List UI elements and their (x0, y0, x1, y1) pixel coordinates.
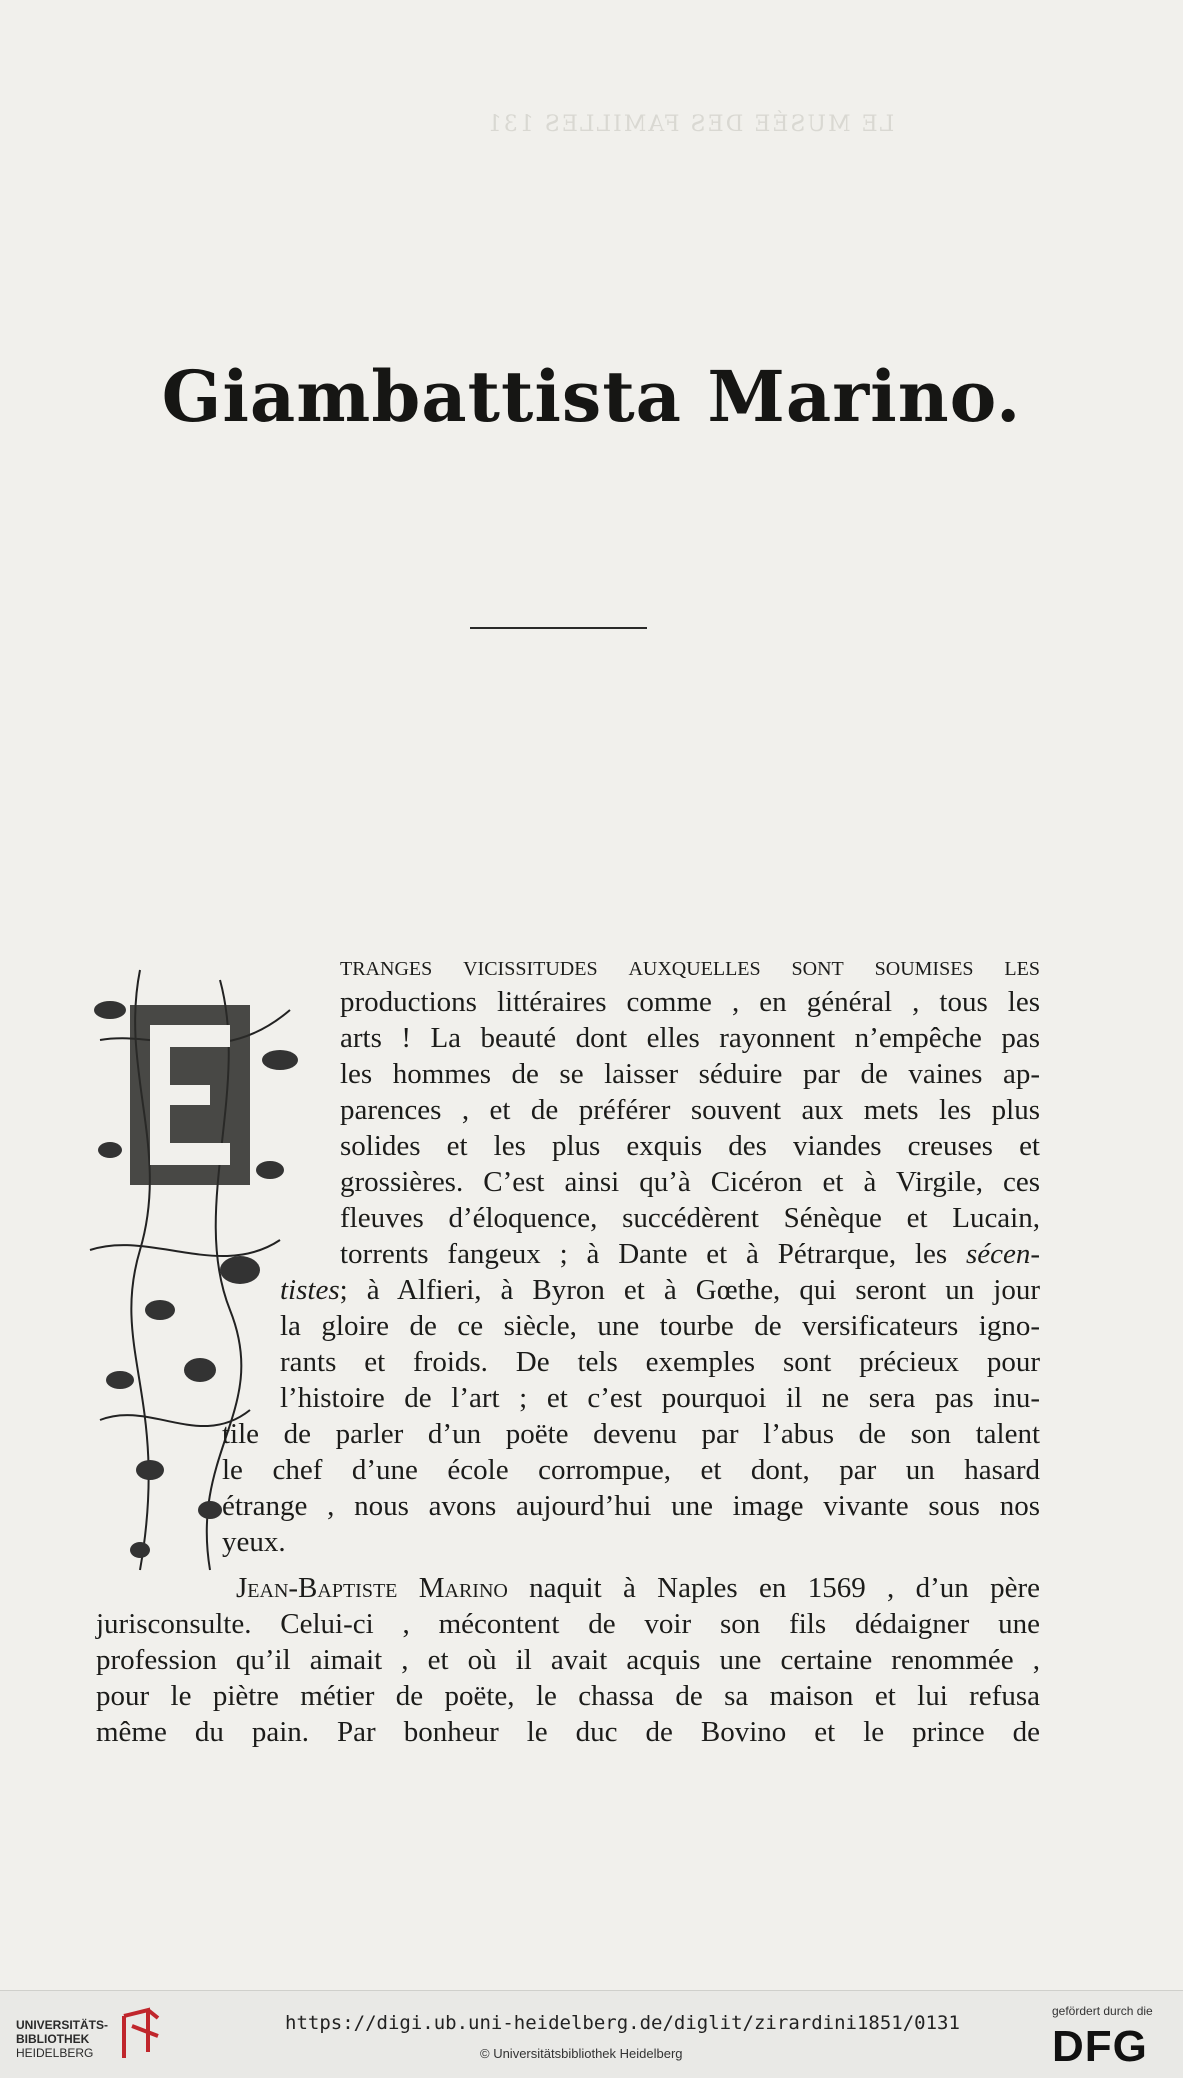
text-line: l’histoire de l’art ; et c’est pourquoi il ne sera pas inu- (280, 1382, 1040, 1414)
library-logo-text[interactable]: UNIVERSITÄTS- BIBLIOTHEK HEIDELBERG (16, 2018, 109, 2060)
viewer-footer (0, 1990, 1183, 2078)
text-line: productions littéraires comme , en général , tous les (340, 986, 1040, 1018)
text-line: torrents fangeux ; à Dante et à Pétrarque, les sécen- (340, 1238, 1040, 1270)
text-line: la gloire de ce siècle, une tourbe de versificateurs igno- (280, 1310, 1040, 1342)
text-line: étrange , nous avons aujourd’hui une image vivante sous nos (222, 1490, 1040, 1522)
text-line: profession qu’il aimait , et où il avait acquis une certaine renommée , (96, 1644, 1040, 1676)
paragraph-1-lower (222, 1416, 1040, 1560)
title-divider (470, 627, 647, 629)
italic-word: tistes (280, 1274, 340, 1306)
page-title: Giambattista Marino. (161, 355, 1022, 438)
paragraph-2 (96, 1570, 1040, 1750)
library-logo-icon[interactable] (118, 2006, 164, 2064)
paragraph-1-indented (340, 948, 1040, 1272)
text-line: tistes; à Alfieri, à Byron et à Gœthe, qui seront un jour (280, 1274, 1040, 1306)
text-line: les hommes de se laisser séduire par de vaines ap- (340, 1058, 1040, 1090)
italic-word: sécen- (965, 1238, 1040, 1270)
text-line: fleuves d’éloquence, succédèrent Sénèque et Lucain, (340, 1202, 1040, 1234)
text-line: parences , et de préférer souvent aux mets les plus (340, 1094, 1040, 1126)
text-line: yeux. (222, 1526, 286, 1558)
text-line: pour le piètre métier de poëte, le chassa de sa maison et lui refusa (96, 1680, 1040, 1712)
text-line: le chef d’une école corrompue, et dont, par un hasard (222, 1454, 1040, 1486)
text-line: solides et les plus exquis des viandes creuses et (340, 1130, 1040, 1162)
bleed-through-header: LE MUSÉE DES FAMILLES 131 (485, 112, 895, 137)
copyright-notice: © Universitätsbibliothek Heidelberg (480, 2046, 683, 2061)
opening-small-caps: tranges vicissitudes auxquelles sont soumises les (340, 950, 1040, 982)
text-line: arts ! La beauté dont elles rayonnent n’empêche pas (340, 1022, 1040, 1054)
permalink-url[interactable]: https://digi.ub.uni-heidelberg.de/diglit/zirardini1851/0131 (285, 2012, 960, 2034)
dfg-logo[interactable]: DFG (1052, 2022, 1148, 2071)
text-line: tile de parler d’un poëte devenu par l’abus de son talent (222, 1418, 1040, 1450)
text-line: jurisconsulte. Celui-ci , mécontent de voir son fils dédaigner une (96, 1608, 1040, 1640)
paragraph-1-mid (280, 1272, 1040, 1416)
text-line: Jean-Baptiste Marino naquit à Naples en 1569 , d’un père (236, 1572, 1040, 1604)
funding-caption: gefördert durch die (1052, 2004, 1153, 2018)
name-small-caps: Jean-Baptiste Marino (236, 1572, 508, 1604)
text-line: grossières. C’est ainsi qu’à Cicéron et à Virgile, ces (340, 1166, 1040, 1198)
text-line: rants et froids. De tels exemples sont précieux pour (280, 1346, 1040, 1378)
text-line: même du pain. Par bonheur le duc de Bovino et le prince de (96, 1716, 1040, 1748)
